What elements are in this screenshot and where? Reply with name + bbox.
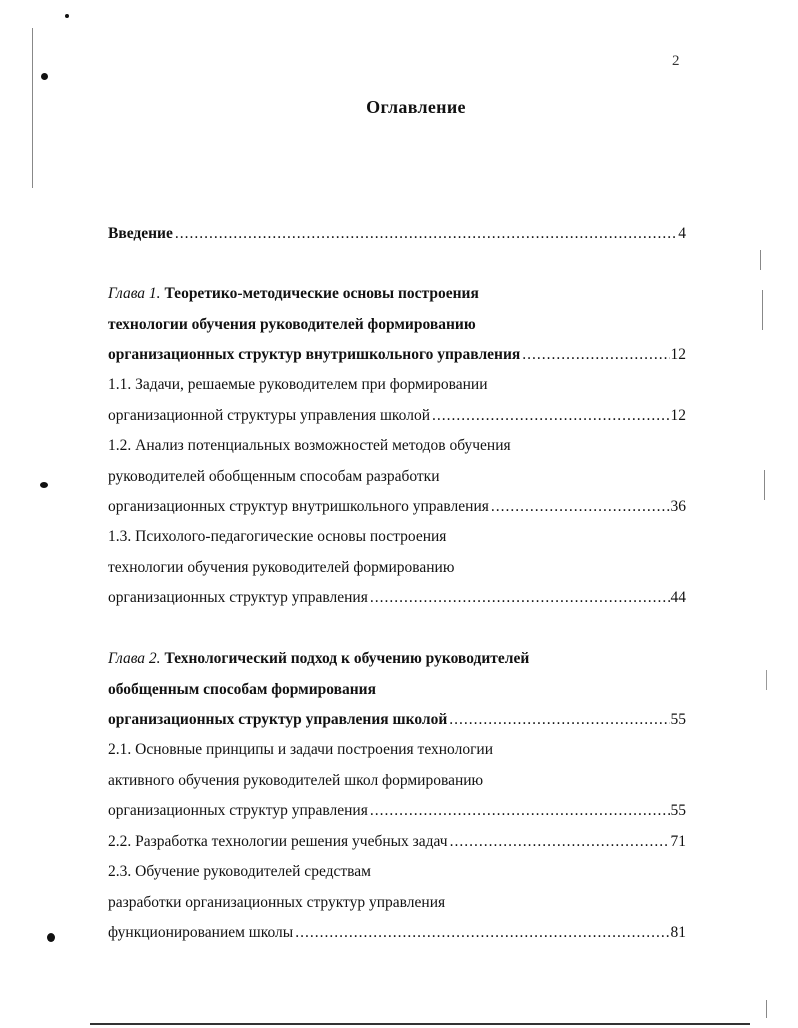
chapter-2-heading-end[interactable] <box>108 709 686 731</box>
scan-speck <box>40 482 48 488</box>
dot-leader <box>449 709 669 731</box>
scan-speck <box>65 14 69 18</box>
dot-leader <box>370 587 670 609</box>
toc-page-number: 12 <box>670 346 686 363</box>
scan-margin-line <box>766 670 767 690</box>
toc-page-number: 81 <box>670 924 686 941</box>
toc-section-2-3[interactable] <box>108 861 686 883</box>
toc-page-number: 71 <box>670 833 686 850</box>
toc-section-1-2-end[interactable] <box>108 496 686 518</box>
toc-section-2-1-cont <box>108 770 686 792</box>
scan-margin-line <box>766 1000 767 1018</box>
chapter-label: Глава 1. <box>108 285 161 302</box>
chapter-1-heading-end[interactable] <box>108 344 686 366</box>
toc-section-1-2-cont <box>108 466 686 488</box>
scan-margin-line <box>760 250 761 270</box>
section-title-line: активного обучения руководителей школ формированию <box>108 772 484 789</box>
section-title-line: разработки организационных структур управления <box>108 894 446 911</box>
toc-section-1-3[interactable] <box>108 526 686 548</box>
section-title-line: организационных структур управления <box>108 802 368 819</box>
chapter-2-heading[interactable] <box>108 648 686 670</box>
dot-leader <box>370 800 670 822</box>
section-title-line: руководителей обобщенным способам разработки <box>108 468 440 485</box>
dot-leader <box>432 405 669 427</box>
section-title-line: организационных структур внутришкольного управления <box>108 498 489 515</box>
chapter-1-heading-cont <box>108 314 686 336</box>
scan-speck <box>47 933 55 942</box>
dot-leader <box>491 496 670 518</box>
toc-page-number: 12 <box>670 407 686 424</box>
toc-entry-label: Введение <box>108 225 173 242</box>
chapter-2-heading-cont <box>108 679 686 701</box>
page-title: Оглавление <box>366 97 466 117</box>
toc-page-number: 4 <box>678 225 686 242</box>
section-title-line: технологии обучения руководителей формированию <box>108 559 455 576</box>
toc-section-1-2[interactable] <box>108 435 686 457</box>
chapter-title-line: Теоретико-методические основы построения <box>164 285 479 302</box>
toc-entry-intro[interactable] <box>108 223 686 245</box>
toc-section-2-1-end[interactable] <box>108 800 686 822</box>
section-title-line: 2.1. Основные принципы и задачи построения технологии <box>108 741 494 758</box>
scan-margin-line <box>762 290 763 330</box>
chapter-title-line: организационных структур управления школой <box>108 711 448 728</box>
section-title-line: 2.2. Разработка технологии решения учебных задач <box>108 833 448 850</box>
toc-section-1-3-cont <box>108 557 686 579</box>
toc-section-1-1-end[interactable] <box>108 405 686 427</box>
chapter-title-line: обобщенным способам формирования <box>108 681 376 698</box>
chapter-title-line: технологии обучения руководителей формированию <box>108 316 476 333</box>
dot-leader <box>175 223 677 245</box>
dot-leader <box>450 831 670 853</box>
scan-speck <box>41 73 48 80</box>
dot-leader <box>295 922 669 944</box>
chapter-label: Глава 2. <box>108 650 161 667</box>
section-title-line: организационной структуры управления школой <box>108 407 431 424</box>
toc-section-2-1[interactable] <box>108 739 686 761</box>
toc-page-number: 44 <box>670 589 686 606</box>
section-title-line: 1.2. Анализ потенциальных возможностей методов обучения <box>108 437 511 454</box>
scan-bottom-edge <box>90 1023 750 1025</box>
section-title-line: организационных структур управления <box>108 589 368 606</box>
toc-section-1-1[interactable] <box>108 374 686 396</box>
chapter-1-heading[interactable] <box>108 283 686 305</box>
toc-section-2-2[interactable] <box>108 831 686 853</box>
toc-page-number: 55 <box>670 711 686 728</box>
section-title-line: 1.1. Задачи, решаемые руководителем при формировании <box>108 376 488 393</box>
toc-page-number: 55 <box>670 802 686 819</box>
toc-page-number: 36 <box>670 498 686 515</box>
toc-section-1-3-end[interactable] <box>108 587 686 609</box>
page-number: 2 <box>672 53 680 69</box>
toc-section-2-3-end[interactable] <box>108 922 686 944</box>
section-title-line: 1.3. Психолого-педагогические основы построения <box>108 528 447 545</box>
chapter-title-line: Технологический подход к обучению руководителей <box>164 650 530 667</box>
chapter-title-line: организационных структур внутришкольного управления <box>108 346 521 363</box>
scan-margin-line <box>764 470 765 500</box>
section-title-line: 2.3. Обучение руководителей средствам <box>108 863 371 880</box>
dot-leader <box>522 344 669 366</box>
section-title-line: функционированием школы <box>108 924 294 941</box>
toc-section-2-3-cont <box>108 892 686 914</box>
